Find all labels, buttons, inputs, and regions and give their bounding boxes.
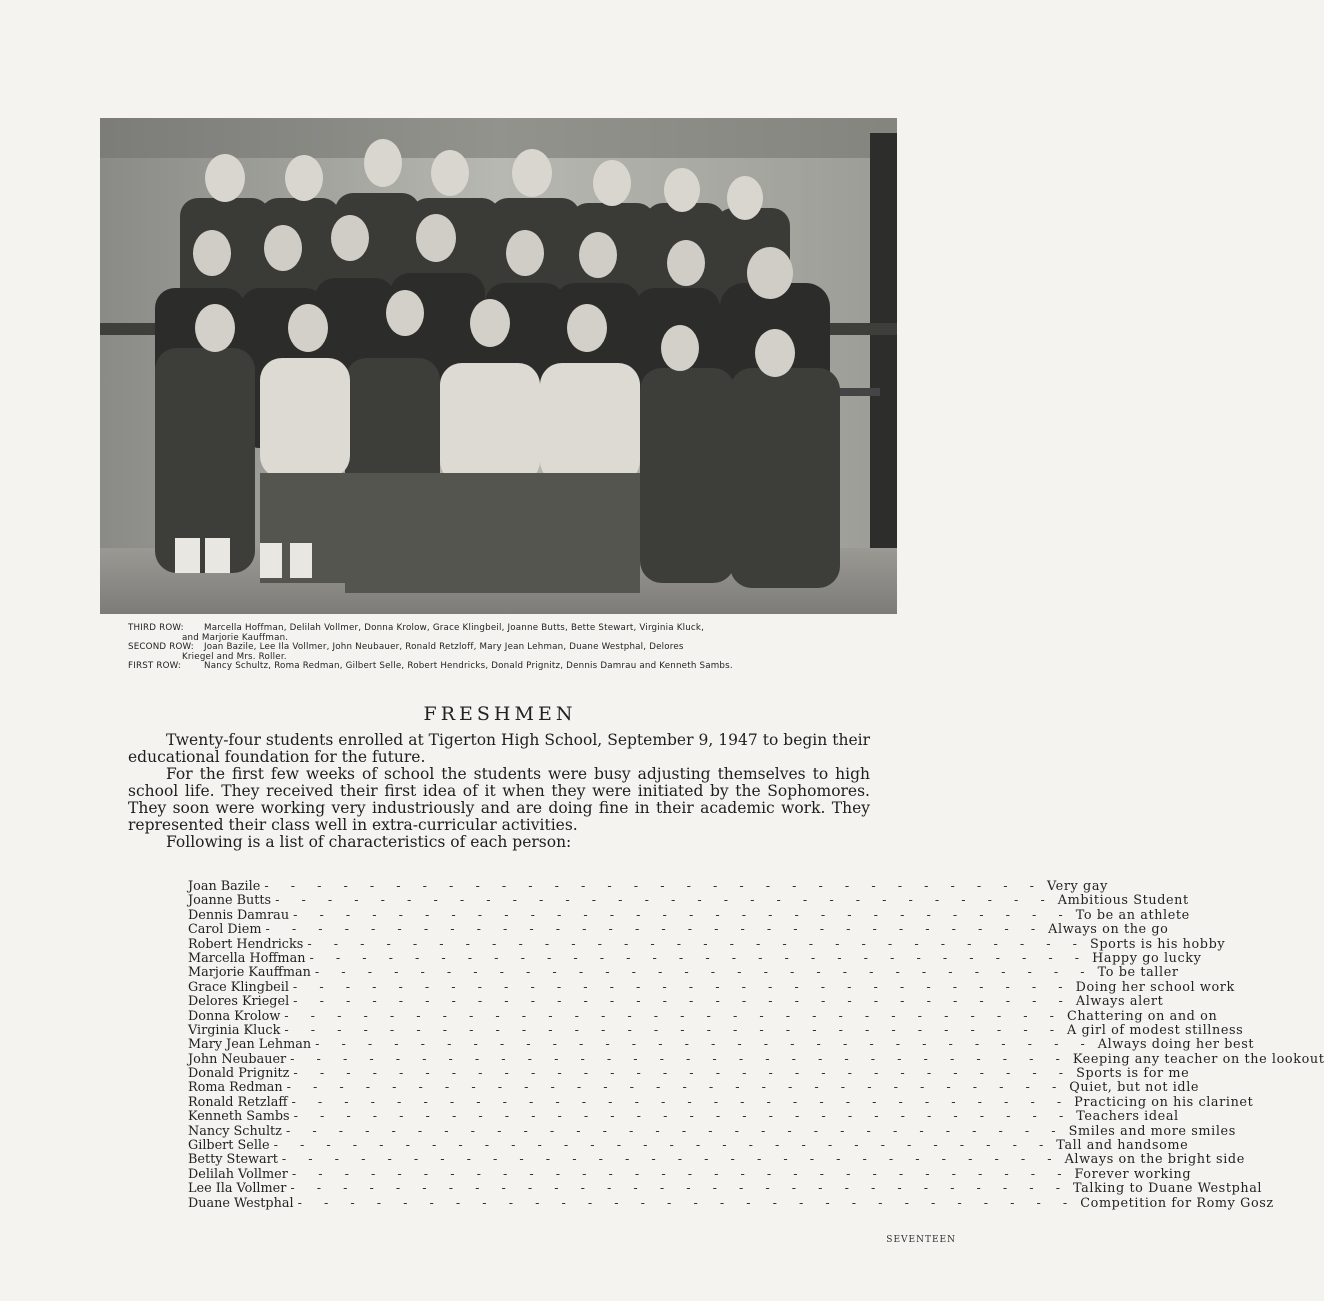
student-trait: Teachers ideal [1076,1109,1179,1125]
dot-leader: - - - - - - - - - - - - - - - - - - - - - - - - - - - - - - [290,1051,1069,1067]
list-item [188,1109,1179,1125]
student-trait: Tall and handsome [1056,1138,1189,1154]
dot-leader: - - - - - - - - - - - - - - - - - - - - - - - - - - - - - - [291,1166,1071,1182]
list-item [188,979,1235,995]
list-item [188,950,1202,966]
student-trait: A girl of modest stillness [1067,1022,1244,1038]
dot-leader: - - - - - - - - - - - - - - - - - - - - - - - - - - - - - - [281,1152,1061,1168]
caption-row-continuation: Kriegel and Mrs. Roller. [182,651,287,662]
caption-row-label: THIRD ROW: [128,623,184,633]
student-name: Kenneth Sambs [188,1109,290,1125]
list-item [188,936,1226,952]
student-name: Delilah Vollmer [188,1166,288,1182]
student-trait: Happy go lucky [1092,950,1202,966]
dot-leader: - - - - - - - - - - - - - - - - - - - - - - - - - - - - - - [297,1195,1077,1211]
list-item [188,1123,1236,1139]
dot-leader: - - - - - - - - - - - - - - - - - - - - - - - - - - - - - - [293,994,1072,1010]
student-name: Mary Jean Lehman [188,1037,312,1053]
student-name: Delores Kriegel [188,994,290,1010]
student-name: Donna Krolow [188,1008,281,1024]
student-name: Gilbert Selle [188,1138,270,1154]
dot-leader: - - - - - - - - - - - - - - - - - - - - - - - - - - - - - - [290,1181,1070,1197]
dot-leader: - - - - - - - - - - - - - - - - - - - - - - - - - - - - - - [307,936,1086,952]
student-trait: Keeping any teacher on the lookout [1072,1051,1324,1067]
dot-leader: - - - - - - - - - - - - - - - - - - - - - - - - - - - - - - [275,893,1054,909]
student-trait: Always doing her best [1097,1037,1255,1053]
student-trait: Chattering on and on [1066,1008,1218,1024]
student-trait: Always on the go [1048,922,1169,938]
student-trait: Sports is his hobby [1090,936,1226,952]
dot-leader: - - - - - - - - - - - - - - - - - - - - - - - - - - - - - - [264,879,1043,894]
student-name: Duane Westphal [188,1195,294,1211]
class-photo [100,118,897,614]
paragraph: Twenty-four students enrolled at Tigerton High School, September 9, 1947 to begin their educational foundation for the future. [128,731,870,766]
student-name: Dennis Damrau [188,907,290,923]
dot-leader: - - - - - - - - - - - - - - - - - - - - - - - - - - - - - - [265,922,1045,938]
caption-row-label: SECOND ROW: [128,642,194,653]
list-item [188,1138,1189,1154]
student-name: Roma Redman [188,1080,283,1096]
list-item [188,1051,1324,1067]
dot-leader: - - - - - - - - - - - - - - - - - - - - - - - - - - - - - - [309,950,1089,966]
list-item [188,1195,1274,1211]
list-item [188,1022,1244,1038]
student-trait: Talking to Duane Westphal [1073,1181,1263,1197]
list-item [188,1181,1263,1197]
student-name: Carol Diem [188,922,262,938]
paragraph: Following is a list of characteristics of each person: [166,833,572,851]
student-name: Donald Prignitz [188,1066,290,1082]
student-trait: Practicing on his clarinet [1074,1094,1254,1110]
student-name: Joan Bazile [188,879,261,894]
student-name: Robert Hendricks [188,936,304,952]
dot-leader: - - - - - - - - - - - - - - - - - - - - - - - - - - - - - - [284,1022,1064,1038]
student-trait: Always alert [1075,994,1164,1010]
dot-leader: - - - - - - - - - - - - - - - - - - - - - - - - - - - - - - [286,1080,1066,1096]
dot-leader: - - - - - - - - - - - - - - - - - - - - - - - - - - - - - - [284,1008,1063,1024]
student-trait: Forever working [1074,1166,1192,1182]
student-trait: Sports is for me [1076,1066,1190,1082]
page-title: FRESHMEN [423,703,577,725]
list-item [188,1152,1245,1168]
student-name: Marjorie Kauffman [188,965,311,981]
dot-leader: - - - - - - - - - - - - - - - - - - - - - - - - - - - - - - [293,1066,1073,1082]
list-item [188,1080,1200,1096]
caption-row-names: Nancy Schultz, Roma Redman, Gilbert Selle, Robert Hendricks, Donald Prignitz, Dennis Damrau and Kenneth Sambs. [204,661,733,672]
photo-caption [128,624,873,672]
student-trait: Ambitious Student [1057,893,1189,909]
dot-leader: - - - - - - - - - - - - - - - - - - - - - - - - - - - - - - [291,1094,1071,1110]
student-trait: Always on the bright side [1064,1152,1245,1168]
dot-leader: - - - - - - - - - - - - - - - - - - - - - - - - - - - - - - [315,1037,1094,1053]
intro-text [128,732,870,851]
student-trait: Very gay [1047,879,1108,894]
student-trait: Smiles and more smiles [1068,1123,1236,1139]
list-item [188,922,1169,938]
caption-row-label: FIRST ROW: [128,661,182,672]
student-name: Betty Stewart [188,1152,278,1168]
student-name: Joanne Butts [188,893,272,909]
paragraph: For the first few weeks of school the students were busy adjusting themselves to high school life. They received their first idea of it when they were initiated by the Sophomores. They soon were working very industriously and are doing fine in their academic work. They represented their class well in extra-curricular activities. [128,765,870,834]
list-item [188,1066,1190,1082]
student-trait: Quiet, but not idle [1069,1080,1200,1096]
list-item [188,1008,1218,1024]
list-item [188,994,1164,1010]
student-name: Ronald Retzlaff [188,1094,288,1110]
caption-row-names: Marcella Hoffman, Delilah Vollmer, Donna Krolow, Grace Klingbeil, Joanne Butts, Bette Stewart, Virginia Kluck, [204,623,705,633]
student-name: Grace Klingbeil [188,979,289,995]
caption-row-continuation: and Marjorie Kauffman. [182,632,289,643]
list-item [188,1166,1192,1182]
caption-row-names: Joan Bazile, Lee Ila Vollmer, John Neubauer, Ronald Retzloff, Mary Jean Lehman, Duane Westphal, Delores [204,642,684,653]
list-item [188,1037,1255,1053]
student-name: John Neubauer [188,1051,287,1067]
list-item [188,1094,1254,1110]
dot-leader: - - - - - - - - - - - - - - - - - - - - - - - - - - - - - - [293,907,1072,923]
list-item [188,965,1179,981]
dot-leader: - - - - - - - - - - - - - - - - - - - - - - - - - - - - - - [292,979,1072,995]
student-name: Nancy Schultz [188,1123,282,1139]
student-trait: Doing her school work [1075,979,1235,995]
student-trait: To be taller [1097,965,1179,981]
student-name: Lee Ila Vollmer [188,1181,287,1197]
student-name: Virginia Kluck [188,1022,281,1038]
student-trait: To be an athlete [1075,907,1190,923]
dot-leader: - - - - - - - - - - - - - - - - - - - - - - - - - - - - - - [314,965,1094,981]
list-item [188,893,1189,909]
list-item [188,879,1108,894]
characteristics-list [188,879,1324,1211]
dot-leader: - - - - - - - - - - - - - - - - - - - - - - - - - - - - - - [273,1138,1053,1154]
page-number: SEVENTEEN [886,1235,956,1245]
student-trait: Competition for Romy Gosz [1080,1195,1274,1211]
dot-leader: - - - - - - - - - - - - - - - - - - - - - - - - - - - - - - [285,1123,1065,1139]
student-name: Marcella Hoffman [188,950,306,966]
list-item [188,907,1190,923]
dot-leader: - - - - - - - - - - - - - - - - - - - - - - - - - - - - - - [293,1109,1073,1125]
